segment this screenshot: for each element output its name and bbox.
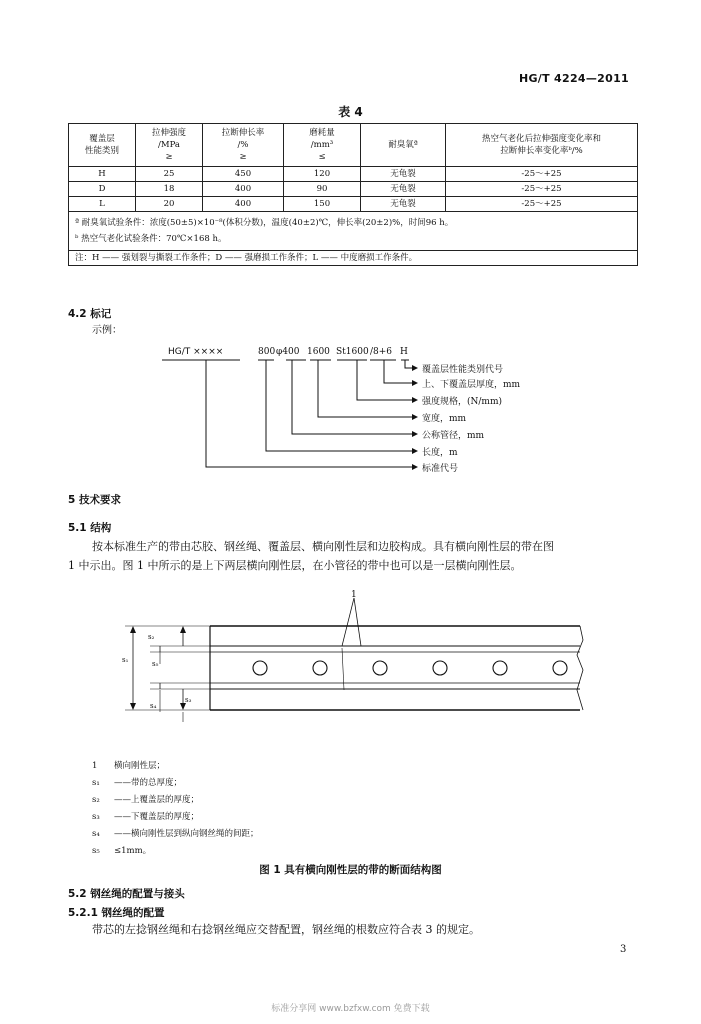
table-cell: 无龟裂 xyxy=(361,197,446,212)
table-cell: -25～+25 xyxy=(446,197,638,212)
table-cell: 120 xyxy=(284,167,361,182)
table-cell: L xyxy=(69,197,136,212)
table-4 xyxy=(68,123,638,266)
figure-1-legend xyxy=(92,758,512,860)
th-abrasion xyxy=(284,124,361,167)
figure-1-diagram xyxy=(110,590,590,740)
legend-text: ——上覆盖层的厚度； xyxy=(114,795,200,805)
code-part-category: H xyxy=(400,347,408,357)
table-cell: 400 xyxy=(203,197,284,212)
section-4-2-title: 4.2 标记 xyxy=(68,308,112,320)
th-aging xyxy=(446,124,638,167)
section-5-2-1-title: 5.2.1 钢丝绳的配置 xyxy=(68,907,165,919)
table-cell: 150 xyxy=(284,197,361,212)
legend-text: ——带的总厚度； xyxy=(114,778,183,788)
th-tensile-line2: /MPa xyxy=(158,140,180,150)
page-number: 3 xyxy=(620,944,627,955)
th-category-line1: 覆盖层 xyxy=(89,134,115,144)
legend-text: ——横向刚性层到纵向钢丝绳的间距； xyxy=(114,829,259,839)
legend-item xyxy=(92,843,512,860)
watermark-footer: 标准分享网 www.bzfxw.com 免费下载 xyxy=(271,1004,430,1014)
figure-callout-1: 1 xyxy=(351,590,357,600)
callout-standard: 标准代号 xyxy=(422,464,459,474)
belt-cross-section xyxy=(110,590,590,740)
table-cell: -25～+25 xyxy=(446,182,638,197)
section-5-title: 5 技术要求 xyxy=(68,494,121,506)
code-part-standard: HG/T ×××× xyxy=(168,347,224,357)
legend-item xyxy=(92,758,512,775)
th-abrasion-line1: 磨耗量 xyxy=(309,128,335,138)
th-aging-line1: 热空气老化后拉伸强度变化率和 xyxy=(481,134,601,144)
legend-item xyxy=(92,775,512,792)
marking-lines xyxy=(0,340,701,480)
table-cell: 25 xyxy=(136,167,203,182)
th-ozone: 耐臭氧ª xyxy=(361,124,446,167)
table-row xyxy=(69,197,638,212)
dim-label-s2: s₂ xyxy=(148,633,155,641)
th-tensile-line1: 拉伸强度 xyxy=(151,128,186,138)
legend-text: 横向刚性层； xyxy=(114,761,166,771)
legend-item xyxy=(92,826,512,843)
th-abrasion-line3: ≤ xyxy=(318,152,326,162)
callout-strength: 强度规格，(N/mm) xyxy=(422,397,502,407)
footnote-a: ª 耐臭氧试验条件：浓度(50±5)×10⁻⁸(体积分数)，温度(40±2)℃，伸长率(20±2)%，时间96 h。 xyxy=(75,218,454,228)
th-elongation-line1: 拉断伸长率 xyxy=(221,128,265,138)
legend-key: s₁ xyxy=(92,778,100,788)
table-cell: 20 xyxy=(136,197,203,212)
legend-key: s₂ xyxy=(92,795,100,805)
th-abrasion-line2: /mm³ xyxy=(310,140,334,150)
callout-category: 覆盖层性能类别代号 xyxy=(422,365,504,375)
table-cell: -25～+25 xyxy=(446,167,638,182)
legend-text: ——下覆盖层的厚度； xyxy=(114,812,200,822)
table-cell: 400 xyxy=(203,182,284,197)
table-cell: H xyxy=(69,167,136,182)
standard-code-header: HG/T 4224—2011 xyxy=(518,72,629,85)
th-category-line2: 性能类别 xyxy=(84,146,119,156)
figure-1-caption: 图 1 具有横向刚性层的带的断面结构图 xyxy=(259,864,442,876)
table-row xyxy=(69,167,638,182)
code-part-thickness: /8+6 xyxy=(370,347,393,357)
callout-diameter: 公称管径，mm xyxy=(422,431,485,441)
table-note-row xyxy=(69,251,638,266)
table-caption: 表 4 xyxy=(338,105,363,119)
legend-text: ≤1mm。 xyxy=(114,846,152,856)
code-part-length: 800 xyxy=(258,347,276,357)
table-footnotes xyxy=(69,212,638,251)
table-cell: 450 xyxy=(203,167,284,182)
legend-key: 1 xyxy=(92,761,98,771)
code-part-strength: St1600 xyxy=(336,347,369,357)
th-tensile-line3: ≥ xyxy=(165,152,173,162)
table-note: 注：H —— 强划裂与撕裂工作条件；D —— 强磨损工作条件；L —— 中度磨损工作条件。 xyxy=(69,251,638,266)
th-tensile xyxy=(136,124,203,167)
dim-label-s1: s₁ xyxy=(122,656,129,664)
th-elongation-line2: /% xyxy=(237,140,249,150)
legend-key: s₅ xyxy=(92,846,100,856)
section-5-2-1-para: 带芯的左捻钢丝绳和右捻钢丝绳应交替配置，钢丝绳的根数应符合表 3 的规定。 xyxy=(92,923,480,936)
table-cell: 无龟裂 xyxy=(361,167,446,182)
th-elongation-line3: ≥ xyxy=(239,152,247,162)
th-elongation xyxy=(203,124,284,167)
table-cell: 18 xyxy=(136,182,203,197)
table-header-row xyxy=(69,124,638,167)
legend-key: s₄ xyxy=(92,829,100,839)
section-5-2-title: 5.2 钢丝绳的配置与接头 xyxy=(68,888,185,900)
dim-label-s3: s₃ xyxy=(185,696,192,704)
section-5-1-para-line2: 1 中示出。图 1 中所示的是上下两层横向刚性层，在小管径的带中也可以是一层横向刚性层。 xyxy=(68,559,522,572)
table-row xyxy=(69,182,638,197)
example-label: 示例： xyxy=(92,325,122,336)
marking-example-diagram xyxy=(0,340,701,480)
legend-key: s₃ xyxy=(92,812,100,822)
legend-item xyxy=(92,809,512,826)
table-cell: 无龟裂 xyxy=(361,182,446,197)
legend-item xyxy=(92,792,512,809)
code-part-diameter: φ400 xyxy=(276,347,300,357)
callout-length: 长度，m xyxy=(422,448,458,458)
table-cell: D xyxy=(69,182,136,197)
section-5-1-para-line1: 按本标准生产的带由芯胶、钢丝绳、覆盖层、横向刚性层和边胶构成。具有横向刚性层的带在图 xyxy=(92,540,554,553)
callout-thickness: 上、下覆盖层厚度，mm xyxy=(422,380,521,390)
callout-width: 宽度，mm xyxy=(422,414,467,424)
th-category xyxy=(69,124,136,167)
th-aging-line2: 拉断伸长率变化率ᵇ/% xyxy=(500,146,583,156)
footnote-b: ᵇ 热空气老化试验条件：70℃×168 h。 xyxy=(75,234,227,244)
table-cell: 90 xyxy=(284,182,361,197)
dim-label-s4: s₄ xyxy=(150,702,157,710)
table-footnotes-row xyxy=(69,212,638,251)
code-part-width: 1600 xyxy=(307,347,330,357)
dim-label-s5: s₅ xyxy=(152,660,159,668)
section-5-1-title: 5.1 结构 xyxy=(68,522,112,534)
